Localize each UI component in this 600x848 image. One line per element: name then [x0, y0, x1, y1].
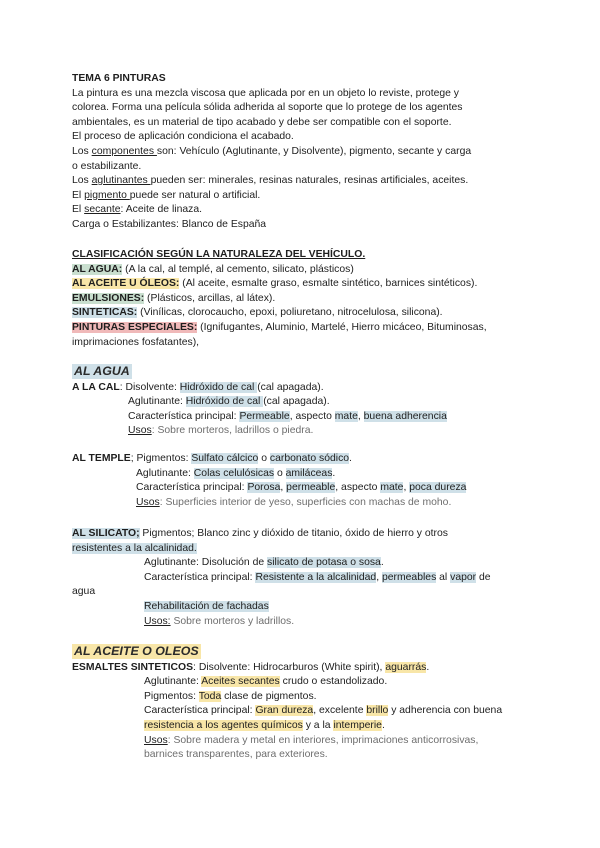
cal-label: A LA CAL [72, 381, 120, 393]
temple-usos [72, 496, 542, 511]
intro-line: El proceso de aplicación condiciona el acabado. [72, 131, 294, 143]
class-item-emulsiones [72, 292, 542, 307]
text: crudo o estandolizado. [279, 676, 388, 688]
text: al [436, 571, 451, 583]
cal-caracteristica [72, 410, 542, 425]
text: : Sobre morteros, ladrillos o piedra. [151, 425, 314, 437]
text: : Disolvente: Hidrocarburos (White spirit), [193, 661, 386, 673]
al-aceite-section [72, 644, 542, 763]
text: y adherencia con buena [388, 705, 503, 717]
highlight: Toda [198, 690, 222, 702]
highlight: buena adherencia [363, 410, 447, 422]
class-label: PINTURAS ESPECIALES: [72, 321, 198, 333]
class-item-especiales [72, 321, 542, 336]
section-heading-line [72, 364, 542, 381]
text: Característica principal: [136, 482, 248, 494]
highlight: Rehabilitación de fachadas [144, 600, 269, 612]
class-label: SINTETICAS: [72, 307, 138, 319]
cal-usos [72, 424, 542, 439]
highlight: Sulfato cálcico [191, 453, 259, 464]
silicato-usos [72, 615, 542, 630]
text: Característica principal: [144, 571, 256, 583]
highlight: Resistente a la alcalinidad [255, 571, 377, 583]
highlight: Hidróxido de cal [185, 396, 264, 408]
class-label: AL AGUA: [72, 263, 123, 275]
esmaltes-line [72, 661, 542, 676]
silicato-label: AL SILICATO; [72, 528, 140, 539]
text: Pigmentos: [144, 690, 199, 702]
text: : Disolvente: [119, 381, 180, 393]
silicato-line-2 [72, 542, 542, 557]
text: . [426, 661, 430, 673]
text: El [72, 189, 85, 201]
silicato-rehabilitacion [72, 600, 542, 615]
text: Aglutinante: [128, 396, 186, 408]
pigment-term: pigmento [84, 189, 130, 201]
class-item-especiales-2: imprimaciones fosfatantes), [72, 336, 200, 348]
text: , [403, 482, 410, 494]
text: , [280, 482, 287, 494]
classification-heading: CLASIFICACIÓN SEGÚN LA NATURALEZA DEL VEHÍCULO. [72, 249, 366, 260]
silicato-aglutinante [72, 556, 542, 571]
text: puede ser natural o artificial. [129, 189, 261, 201]
text: Sobre morteros y ladrillos. [170, 615, 295, 627]
usos-term: Usos [136, 496, 160, 508]
pigment-line [72, 189, 542, 204]
class-text: (Vinílicas, clorocaucho, epoxi, poliuretano, nitrocelulosa, silicona). [137, 307, 443, 319]
text: . [380, 557, 384, 569]
doc-title: TEMA 6 PINTURAS [72, 73, 166, 84]
components-term: componentes [91, 145, 157, 157]
text: pueden ser: minerales, resinas naturales, resinas artificiales, aceites. [150, 175, 469, 187]
usos-term: Usos [128, 425, 152, 437]
drier-term: secante [84, 204, 121, 216]
text: Aglutinante: Disolución de [144, 557, 268, 569]
text: Característica principal: [128, 410, 240, 422]
highlight: brillo [366, 705, 389, 717]
temple-caracteristica [72, 481, 542, 496]
highlight: aguarrás [385, 661, 427, 673]
text: y a la [302, 719, 334, 731]
text: Aglutinante: [136, 467, 194, 479]
highlight: amiláceas [285, 467, 333, 479]
section-heading-line [72, 644, 542, 661]
class-text: (Al aceite, esmalte graso, esmalte sintético, barnices sintéticos). [179, 278, 478, 290]
al-agua-heading: AL AGUA [74, 364, 130, 378]
temple-label: AL TEMPLE [72, 453, 131, 464]
text: Los [72, 175, 92, 187]
highlight: Aceites secantes [201, 676, 280, 688]
text: de [476, 571, 491, 583]
text: ; Pigmentos: [130, 453, 192, 464]
text: . [381, 719, 385, 731]
esmaltes-pigmentos [72, 690, 542, 705]
intro-section [72, 72, 542, 233]
esmaltes-caracteristica-2 [72, 719, 542, 734]
highlight: Colas celulósicas [193, 467, 275, 479]
highlight: silicato de potasa o sosa [267, 557, 381, 569]
highlight: mate [380, 482, 404, 494]
esmaltes-label: ESMALTES SINTETICOS [72, 661, 194, 673]
highlight: permeable [286, 482, 336, 494]
intro-line: ambientales, es un material de tipo acabado y debe ser compatible con el soporte. [72, 116, 452, 128]
class-text: (Ignifugantes, Aluminio, Martelé, Hierro micáceo, Bituminosas, [197, 321, 487, 333]
text: , aspecto [335, 482, 381, 494]
text: clase de pigmentos. [221, 690, 317, 702]
highlight: intemperie [333, 719, 382, 731]
text: son: Vehículo (Aglutinante, y Disolvente), pigmento, secante y carga [156, 145, 472, 157]
al-aceite-heading: AL ACEITE O OLEOS [74, 644, 199, 658]
esmaltes-aglutinante [72, 675, 542, 690]
text: , [357, 410, 364, 422]
drier-line [72, 203, 542, 218]
text: (cal apagada). [257, 381, 324, 393]
highlight: vapor [450, 571, 477, 583]
components-line [72, 145, 542, 160]
highlight: carbonato sódico [269, 453, 350, 464]
text: o [274, 467, 286, 479]
class-label: EMULSIONES: [72, 292, 145, 304]
class-item-agua [72, 263, 542, 278]
text: . [349, 453, 352, 464]
temple-section [72, 452, 542, 510]
cal-line [72, 381, 542, 396]
usos-term: Usos: [144, 615, 171, 627]
highlight: permeables [381, 571, 437, 583]
filler-line: Carga o Estabilizantes: Blanco de España [72, 218, 267, 230]
class-text: (Plásticos, arcillas, al látex). [144, 292, 276, 304]
text: El [72, 204, 85, 216]
silicato-section [72, 527, 542, 629]
text: . [332, 467, 336, 479]
binders-term: aglutinantes [91, 175, 151, 187]
class-label: AL ACEITE U ÓLEOS: [72, 278, 180, 290]
text: : Aceite de linaza. [120, 204, 202, 216]
esmaltes-caracteristica [72, 704, 542, 719]
text: : Sobre madera y metal en interiores, imprimaciones anticorrosivas, [167, 734, 479, 746]
binders-line [72, 174, 542, 189]
highlight: Hidróxido de cal [179, 381, 258, 393]
silicato-caracteristica [72, 571, 542, 586]
class-text: (A la cal, al templé, al cemento, silicato, plásticos) [122, 263, 354, 275]
highlight: Permeable [239, 410, 290, 422]
intro-line: La pintura es una mezcla viscosa que aplicada por en un objeto lo reviste, protege y [72, 87, 460, 99]
text: Aglutinante: [144, 676, 202, 688]
class-item-sinteticas [72, 306, 542, 321]
text: : Superficies interior de yeso, superficies con machas de moho. [159, 496, 452, 508]
intro-line: colorea. Forma una película sólida adherida al soporte que lo protege de los agentes [72, 102, 463, 114]
highlight: mate [334, 410, 358, 422]
temple-line [72, 452, 542, 467]
highlight: resistencia a los agentes químicos [144, 719, 303, 731]
silicato-caracteristica-2: agua [72, 586, 96, 598]
esmaltes-usos-2: barnices transparentes, para exteriores. [144, 749, 328, 761]
al-agua-section [72, 364, 542, 439]
highlight: Gran dureza [255, 705, 314, 717]
highlight: poca dureza [409, 482, 467, 494]
components-line-2: o estabilizante. [72, 160, 142, 172]
classification-section [72, 248, 542, 350]
text: , excelente [313, 705, 367, 717]
text: Los [72, 145, 92, 157]
text: , aspecto [289, 410, 335, 422]
esmaltes-usos [72, 734, 542, 749]
text: Pigmentos; Blanco zinc y dióxido de titanio, óxido de hierro y otros [139, 528, 448, 539]
text: (cal apagada). [263, 396, 330, 408]
temple-aglutinante [72, 467, 542, 482]
usos-term: Usos [144, 734, 168, 746]
text: o [258, 453, 270, 464]
highlight: resistentes a la alcalinidad. [72, 542, 197, 554]
text: Característica principal: [144, 705, 256, 717]
highlight: Porosa [247, 482, 281, 494]
silicato-line [72, 527, 542, 542]
cal-aglutinante [72, 395, 542, 410]
class-item-aceite [72, 277, 542, 292]
text: , [376, 571, 382, 583]
